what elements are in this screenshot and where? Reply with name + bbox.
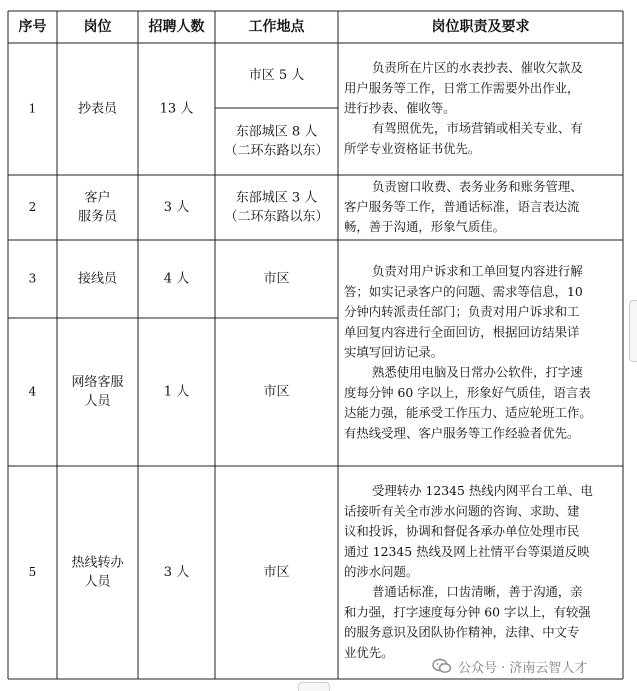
duty-line: 话接听有关全市涉水问题的咨询、求助、建 [344,503,580,519]
duty-line: 单回复内容进行全面回访，根据回访结果详 [344,324,580,340]
watermark [432,654,632,678]
position-name: 网络客服 [71,375,124,390]
hire-count: 4 人 [163,271,190,287]
row-number: 1 [28,101,37,116]
side-scroll-handle[interactable] [629,300,637,362]
duty-line: 的涉水问题。 [344,564,419,579]
duty-line: 议和投诉，协调和督促各承办单位处理市民 [344,523,580,539]
duty-line: 实填写回访记录。 [344,344,444,360]
duty-line: 用户服务等工作，日常工作需要外出作业， [344,80,580,96]
duty-line: 进行抄表、催收等。 [344,100,456,116]
hire-count: 3 人 [163,565,190,580]
work-location: 市区 [263,565,290,580]
header-cell: 序号 [18,19,47,35]
row-number: 4 [28,384,37,399]
duty-line: 熟悉使用电脑及日常办公软件，打字速 [372,364,583,380]
wechat-icon [432,658,452,674]
table-text [19,18,593,660]
position-name: 服务员 [77,209,118,225]
duty-line: 度每分钟 60 字以上，形象好气质佳，语言表 [344,384,591,400]
hire-count: 13 人 [159,101,194,117]
header-cell: 工作地点 [248,19,305,35]
duty-line: 所学专业资格证书优先。 [344,140,481,156]
duty-line: 达能力强，能承受工作压力、适应轮班工作。 [344,405,592,421]
duty-line: 的服务意识及团队协作精神，法律、中文专 [344,624,580,640]
duty-line: 有热线受理、客户服务等工作经验者优先。 [344,425,580,441]
duty-line: 有驾照优先，市场营销或相关专业、有 [372,120,583,136]
header-cell: 岗位 [83,19,112,35]
position-name: 热线转办 [71,555,124,571]
position-name: 人员 [84,394,111,409]
duty-line: 业优先。 [344,644,394,660]
position-name: 抄表员 [77,101,118,117]
hire-count: 1 人 [163,384,190,400]
duty-line: 和力强，打字速度每分钟 60 字以上，有较强 [344,604,591,620]
duty-line: 负责对用户诉求和工单回复内容进行解 [372,263,583,279]
position-name: 人员 [84,574,111,590]
position-name: 接线员 [77,271,118,287]
work-location: 市区 [263,271,290,287]
duty-line: 客户服务等工作，普通话标准，语言表达流 [344,199,580,214]
header-cell: 岗位职责及要求 [431,19,530,35]
position-name: 客户 [84,190,111,206]
row-number: 5 [28,565,37,579]
duty-line: 负责所在片区的水表抄表、催收欠款及 [372,60,583,76]
duty-line: 答；如实记录客户的问题、需求等信息，10 [344,283,583,299]
duty-line: 通过 12345 热线及网上社情平台等渠道反映 [344,543,590,559]
hire-count: 3 人 [163,200,190,215]
work-location: 东部城区 3 人 [235,190,318,206]
duty-line: 负责窗口收费、表务业务和账务管理、 [372,178,583,194]
row-number: 3 [28,271,37,286]
work-location: （二环东路以东） [224,209,329,225]
duty-line: 受理转办 12345 热线内网平台工单、电 [372,483,593,499]
row-number: 2 [28,200,37,214]
watermark-text: 公众号 · 济南云智人才 [458,660,588,676]
duty-line: 分钟内转派责任部门；负责对用户诉求和工 [344,304,580,320]
header-cell: 招聘人数 [148,19,205,35]
work-location: 市区 5 人 [248,68,305,83]
duty-line: 普通话标准，口齿清晰，善于沟通，亲 [372,584,583,600]
work-location: （二环东路以东） [224,143,329,159]
work-location: 东部城区 8 人 [235,124,318,140]
work-location: 市区 [263,384,290,400]
duty-line: 畅，善于沟通，形象气质佳。 [344,219,506,235]
